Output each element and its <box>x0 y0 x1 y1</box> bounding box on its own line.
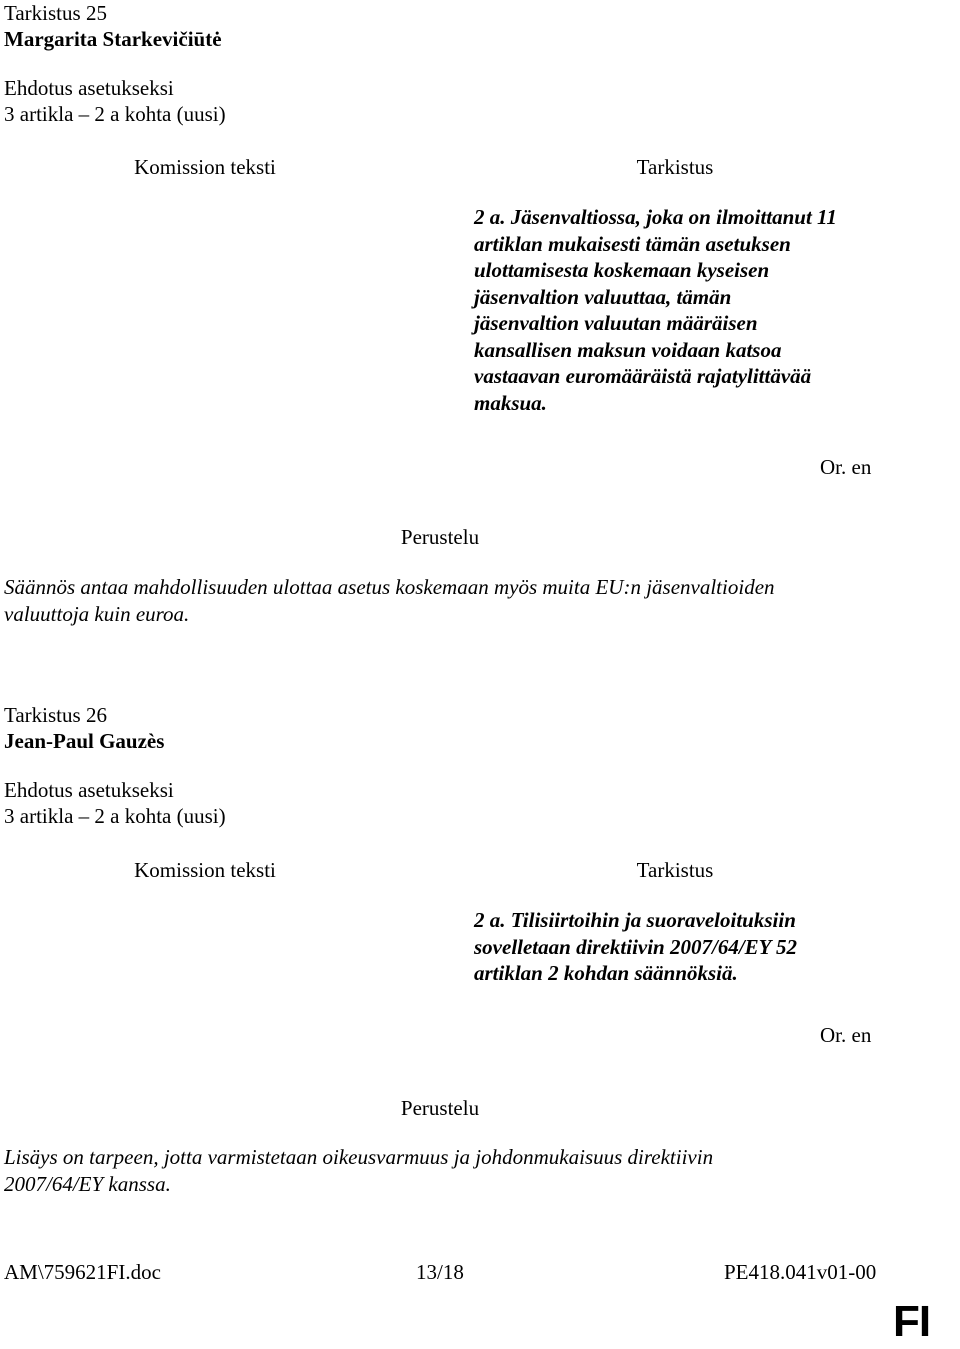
justification-heading: Perustelu <box>400 1096 480 1120</box>
justification-heading: Perustelu <box>400 525 480 549</box>
original-language: Or. en <box>820 455 872 479</box>
amendment-heading: Tarkistus <box>636 858 714 882</box>
original-language: Or. en <box>820 1023 872 1047</box>
amendment-number: Tarkistus 26 <box>4 703 107 727</box>
article-reference: 3 artikla – 2 a kohta (uusi) <box>4 102 226 126</box>
amendment-text: 2 a. Jäsenvaltiossa, joka on ilmoittanut 11 artiklan mukaisesti tämän asetuksen ulottamisesta koskemaan kyseisen jäsenvaltion valuuttaa, tämän jäsenvaltion valuutan määräisen kansallisen maksun voidaan katsoa vastaavan euromääräistä rajatylittävää maksua. <box>474 205 837 415</box>
amendment-author: Margarita Starkevičiūtė <box>4 27 222 51</box>
commission-text-heading: Komission teksti <box>134 858 276 882</box>
commission-text-heading: Komission teksti <box>134 155 276 179</box>
footer-language-code: FI <box>893 1297 931 1346</box>
amendment-number: Tarkistus 25 <box>4 1 107 25</box>
amendment-heading: Tarkistus <box>636 155 714 179</box>
footer-page-number: 13/18 <box>416 1260 464 1284</box>
amendment-author: Jean-Paul Gauzès <box>4 729 165 753</box>
justification-text: Säännös antaa mahdollisuuden ulottaa asetus koskemaan myös muita EU:n jäsenvaltioiden valuuttoja kuin euroa. <box>4 575 775 626</box>
justification-text: Lisäys on tarpeen, jotta varmistetaan oikeusvarmuus ja johdonmukaisuus direktiivin 2007/64/EY kanssa. <box>4 1145 714 1196</box>
article-reference: 3 artikla – 2 a kohta (uusi) <box>4 804 226 828</box>
footer-doc-reference: AM\759621FI.doc <box>4 1260 161 1284</box>
footer-pe-reference: PE418.041v01-00 <box>724 1260 877 1284</box>
amendment-text: 2 a. Tilisiirtoihin ja suoraveloituksiin sovelletaan direktiivin 2007/64/EY 52 artiklan 2 kohdan säännöksiä. <box>474 908 797 985</box>
proposal-label: Ehdotus asetukseksi <box>4 76 174 100</box>
proposal-label: Ehdotus asetukseksi <box>4 778 174 802</box>
